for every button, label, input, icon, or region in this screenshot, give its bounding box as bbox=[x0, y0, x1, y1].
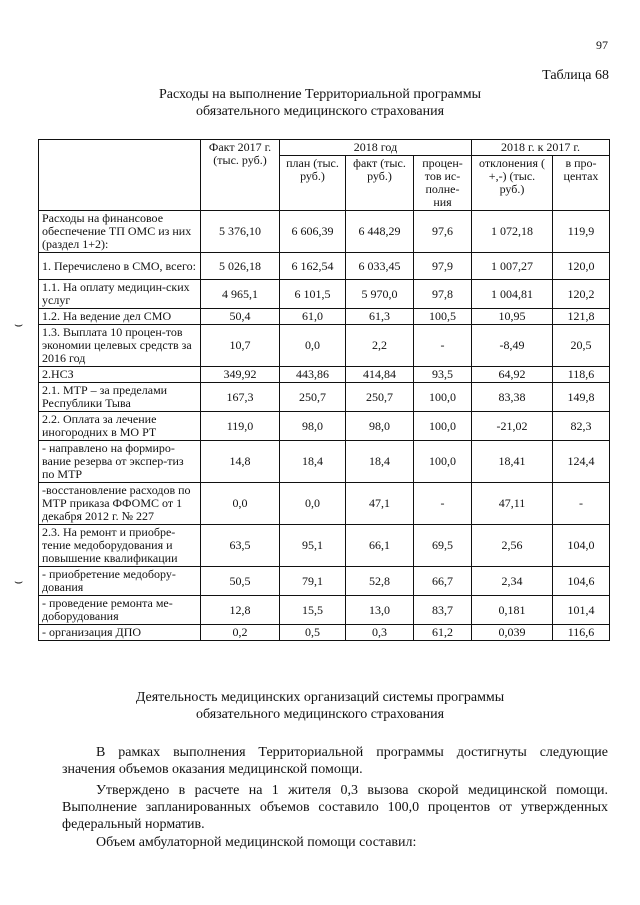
cell-deviation: 83,38 bbox=[472, 383, 553, 412]
cell-fact: 250,7 bbox=[346, 383, 414, 412]
cell-plan: 250,7 bbox=[280, 383, 346, 412]
header-in-percent: в про-центах bbox=[553, 156, 610, 211]
cell-deviation: -21,02 bbox=[472, 412, 553, 441]
cell-plan: 61,0 bbox=[280, 309, 346, 325]
header-plan: план (тыс. руб.) bbox=[280, 156, 346, 211]
cell-plan: 79,1 bbox=[280, 567, 346, 596]
cell-deviation: 2,56 bbox=[472, 525, 553, 567]
cell-in-percent: 124,4 bbox=[553, 441, 610, 483]
cell-fact-2017: 5 376,10 bbox=[201, 211, 280, 253]
cell-fact: 414,84 bbox=[346, 367, 414, 383]
cell-deviation: -8,49 bbox=[472, 325, 553, 367]
cell-percent-exec: 100,0 bbox=[414, 441, 472, 483]
cell-percent-exec: 93,5 bbox=[414, 367, 472, 383]
table-title bbox=[0, 86, 640, 120]
cell-fact: 98,0 bbox=[346, 412, 414, 441]
table-row bbox=[39, 441, 610, 483]
row-label: Расходы на финансовое обеспечение ТП ОМС из них (раздел 1+2): bbox=[39, 211, 201, 253]
table-row bbox=[39, 309, 610, 325]
cell-fact: 6 033,45 bbox=[346, 253, 414, 280]
cell-fact: 52,8 bbox=[346, 567, 414, 596]
cell-fact-2017: 10,7 bbox=[201, 325, 280, 367]
row-label: 1. Перечислено в СМО, всего: bbox=[39, 253, 201, 280]
cell-percent-exec: 61,2 bbox=[414, 625, 472, 641]
cell-percent-exec: 83,7 bbox=[414, 596, 472, 625]
paragraph: Утверждено в расчете на 1 жителя 0,3 вызова скорой медицинской помощи. Выполнение запланированных объемов составило 100,0 процентов от утвержденных федеральный норматив. bbox=[62, 783, 608, 832]
row-label: - организация ДПО bbox=[39, 625, 201, 641]
cell-in-percent: 119,9 bbox=[553, 211, 610, 253]
row-label: -восстановление расходов по МТР приказа ФФОМС от 1 декабря 2012 г. № 227 bbox=[39, 483, 201, 525]
margin-mark: ⌣ bbox=[14, 575, 24, 590]
row-label: - приобретение медобору-дования bbox=[39, 567, 201, 596]
cell-fact-2017: 63,5 bbox=[201, 525, 280, 567]
cell-plan: 0,0 bbox=[280, 325, 346, 367]
cell-fact-2017: 4 965,1 bbox=[201, 280, 280, 309]
table-row bbox=[39, 383, 610, 412]
cell-deviation: 2,34 bbox=[472, 567, 553, 596]
page-number: 97 bbox=[596, 38, 608, 52]
cell-fact-2017: 14,8 bbox=[201, 441, 280, 483]
paragraph: В рамках выполнения Территориальной программы достигнуты следующие значения объемов оказания медицинской помощи. bbox=[62, 745, 608, 777]
cell-fact: 13,0 bbox=[346, 596, 414, 625]
cell-deviation: 1 007,27 bbox=[472, 253, 553, 280]
section-title-line: Деятельность медицинских организаций системы программы bbox=[135, 690, 505, 705]
cell-percent-exec: 97,8 bbox=[414, 280, 472, 309]
cell-in-percent: 101,4 bbox=[553, 596, 610, 625]
row-label: 1.2. На ведение дел СМО bbox=[39, 309, 201, 325]
cell-deviation: 0,181 bbox=[472, 596, 553, 625]
table-row bbox=[39, 525, 610, 567]
cell-deviation: 64,92 bbox=[472, 367, 553, 383]
cell-in-percent: - bbox=[553, 483, 610, 525]
cell-fact-2017: 119,0 bbox=[201, 412, 280, 441]
cell-percent-exec: 97,6 bbox=[414, 211, 472, 253]
cell-fact: 6 448,29 bbox=[346, 211, 414, 253]
cell-in-percent: 20,5 bbox=[553, 325, 610, 367]
table-row bbox=[39, 325, 610, 367]
cell-deviation: 18,41 bbox=[472, 441, 553, 483]
header-vs-2017: 2018 г. к 2017 г. bbox=[472, 140, 610, 156]
cell-fact: 0,3 bbox=[346, 625, 414, 641]
cell-fact: 66,1 bbox=[346, 525, 414, 567]
header-deviation: отклонения ( +,-) (тыс. руб.) bbox=[472, 156, 553, 211]
cell-plan: 18,4 bbox=[280, 441, 346, 483]
header-indicator bbox=[39, 140, 201, 211]
table-label: Таблица 68 bbox=[542, 68, 609, 83]
header-fact-2017: Факт 2017 г. (тыс. руб.) bbox=[201, 140, 280, 211]
table-title-line: Расходы на выполнение Территориальной программы bbox=[159, 87, 481, 102]
cell-fact-2017: 50,4 bbox=[201, 309, 280, 325]
cell-in-percent: 82,3 bbox=[553, 412, 610, 441]
row-label: 2.2. Оплата за лечение иногородних в МО РТ bbox=[39, 412, 201, 441]
expenses-table bbox=[38, 139, 610, 641]
cell-fact: 47,1 bbox=[346, 483, 414, 525]
cell-fact: 18,4 bbox=[346, 441, 414, 483]
row-label: 1.1. На оплату медицин-ских услуг bbox=[39, 280, 201, 309]
header-fact: факт (тыс. руб.) bbox=[346, 156, 414, 211]
cell-fact-2017: 167,3 bbox=[201, 383, 280, 412]
row-label: 2.1. МТР – за пределами Республики Тыва bbox=[39, 383, 201, 412]
cell-in-percent: 120,2 bbox=[553, 280, 610, 309]
cell-in-percent: 104,6 bbox=[553, 567, 610, 596]
cell-in-percent: 104,0 bbox=[553, 525, 610, 567]
cell-fact-2017: 5 026,18 bbox=[201, 253, 280, 280]
cell-fact: 61,3 bbox=[346, 309, 414, 325]
header-percent-exec: процен-тов ис-полне-ния bbox=[414, 156, 472, 211]
cell-in-percent: 118,6 bbox=[553, 367, 610, 383]
section-title bbox=[0, 689, 640, 723]
cell-fact-2017: 0,0 bbox=[201, 483, 280, 525]
table-row bbox=[39, 211, 610, 253]
cell-plan: 95,1 bbox=[280, 525, 346, 567]
cell-plan: 6 606,39 bbox=[280, 211, 346, 253]
cell-deviation: 0,039 bbox=[472, 625, 553, 641]
cell-percent-exec: - bbox=[414, 325, 472, 367]
cell-in-percent: 120,0 bbox=[553, 253, 610, 280]
margin-mark: ⌣ bbox=[14, 318, 24, 333]
cell-plan: 0,5 bbox=[280, 625, 346, 641]
row-label: - направлено на формиро-вание резерва от экспер-тиз по МТР bbox=[39, 441, 201, 483]
paragraph: Объем амбулаторной медицинской помощи составил: bbox=[96, 835, 417, 850]
cell-fact-2017: 349,92 bbox=[201, 367, 280, 383]
cell-fact: 5 970,0 bbox=[346, 280, 414, 309]
cell-in-percent: 121,8 bbox=[553, 309, 610, 325]
header-year-2018: 2018 год bbox=[280, 140, 472, 156]
cell-deviation: 1 004,81 bbox=[472, 280, 553, 309]
row-label: - проведение ремонта ме-доборудования bbox=[39, 596, 201, 625]
cell-plan: 0,0 bbox=[280, 483, 346, 525]
section-title-line: обязательного медицинского страхования bbox=[195, 707, 445, 722]
cell-percent-exec: - bbox=[414, 483, 472, 525]
cell-percent-exec: 66,7 bbox=[414, 567, 472, 596]
cell-percent-exec: 100,0 bbox=[414, 412, 472, 441]
cell-plan: 6 162,54 bbox=[280, 253, 346, 280]
table-title-line: обязательного медицинского страхования bbox=[195, 104, 445, 119]
row-label: 2.3. На ремонт и приобре-тение медоборудования и повышение квалификации bbox=[39, 525, 201, 567]
cell-plan: 6 101,5 bbox=[280, 280, 346, 309]
cell-in-percent: 116,6 bbox=[553, 625, 610, 641]
row-label: 1.3. Выплата 10 процен-тов экономии целевых средств за 2016 год bbox=[39, 325, 201, 367]
cell-plan: 443,86 bbox=[280, 367, 346, 383]
cell-deviation: 47,11 bbox=[472, 483, 553, 525]
cell-percent-exec: 100,5 bbox=[414, 309, 472, 325]
table-row bbox=[39, 280, 610, 309]
row-label: 2.НСЗ bbox=[39, 367, 201, 383]
cell-fact-2017: 0,2 bbox=[201, 625, 280, 641]
cell-deviation: 10,95 bbox=[472, 309, 553, 325]
cell-percent-exec: 69,5 bbox=[414, 525, 472, 567]
cell-percent-exec: 97,9 bbox=[414, 253, 472, 280]
table-row bbox=[39, 596, 610, 625]
table-row bbox=[39, 367, 610, 383]
cell-fact: 2,2 bbox=[346, 325, 414, 367]
cell-fact-2017: 12,8 bbox=[201, 596, 280, 625]
table-row bbox=[39, 483, 610, 525]
cell-in-percent: 149,8 bbox=[553, 383, 610, 412]
cell-deviation: 1 072,18 bbox=[472, 211, 553, 253]
cell-plan: 98,0 bbox=[280, 412, 346, 441]
table-row bbox=[39, 567, 610, 596]
table-row bbox=[39, 412, 610, 441]
cell-plan: 15,5 bbox=[280, 596, 346, 625]
cell-fact-2017: 50,5 bbox=[201, 567, 280, 596]
cell-percent-exec: 100,0 bbox=[414, 383, 472, 412]
table-row bbox=[39, 625, 610, 641]
table-row bbox=[39, 253, 610, 280]
